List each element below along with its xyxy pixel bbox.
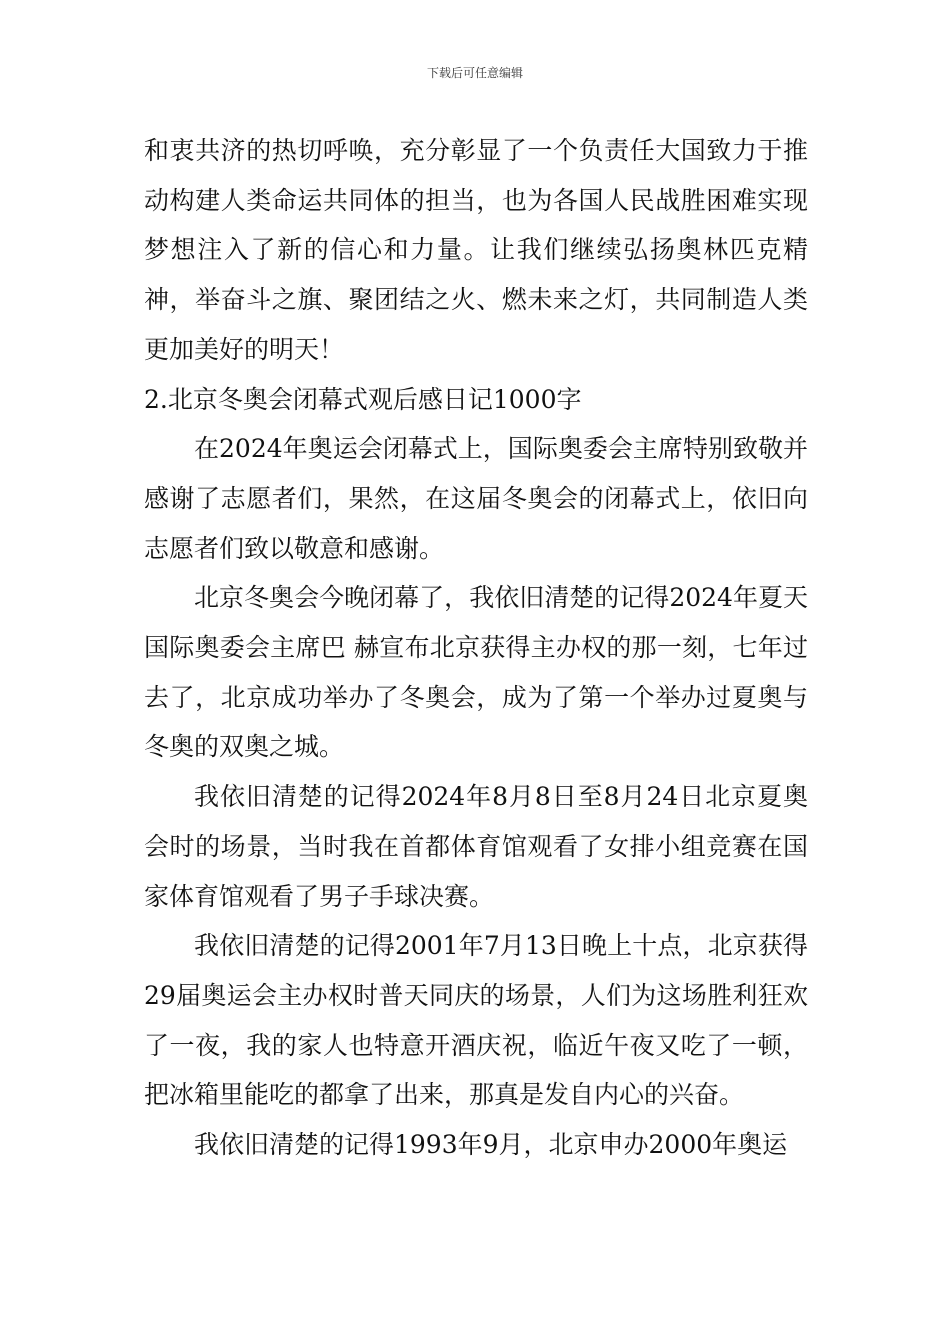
lead-paragraph: 和衷共济的热切呼唤，充分彰显了一个负责任大国致力于推动构建人类命运共同体的担当，也为各国人民战胜困难实现梦想注入了新的信心和力量。让我们继续弘扬奥林匹克精神，举奋斗之旗、聚团结之火、燃未来之灯，共同制造人类更加美好的明天！ [144,136,808,364]
section-title: 2.北京冬奥会闭幕式观后感日记1000字 [144,384,582,414]
paragraph-closing-night: 北京冬奥会今晚闭幕了，我依旧清楚的记得2024年夏天国际奥委会主席巴 赫宣布北京获得主办权的那一刻，七年过去了，北京成功举办了冬奥会，成为了第一个举办过夏奥与冬奥的双奥之城。 [144,583,809,762]
paragraph-volunteers: 在2024年奥运会闭幕式上，国际奥委会主席特别致敬并感谢了志愿者们，果然，在这届冬奥会的闭幕式上，依旧向志愿者们致以敬意和感谢。 [144,434,808,563]
paragraph-first-bid: 我依旧清楚的记得1993年9月，北京申办2000年奥运 [194,1130,788,1160]
paragraph-bid-victory: 我依旧清楚的记得2001年7月13日晚上十点，北京获得29届奥运会主办权时普天同庆的场景，人们为这场胜利狂欢了一夜，我的家人也特意开酒庆祝，临近午夜又吃了一顿，把冰箱里能吃的都拿了出来，那真是发自内心的兴奋。 [144,931,808,1110]
page-header: 下载后可任意编辑 [426,66,523,80]
paragraph-summer-games: 我依旧清楚的记得2024年8月8日至8月24日北京夏奥会时的场景，当时我在首都体育馆观看了女排小组竞赛在国家体育馆观看了男子手球决赛。 [144,782,808,911]
article-body [144,126,808,1170]
